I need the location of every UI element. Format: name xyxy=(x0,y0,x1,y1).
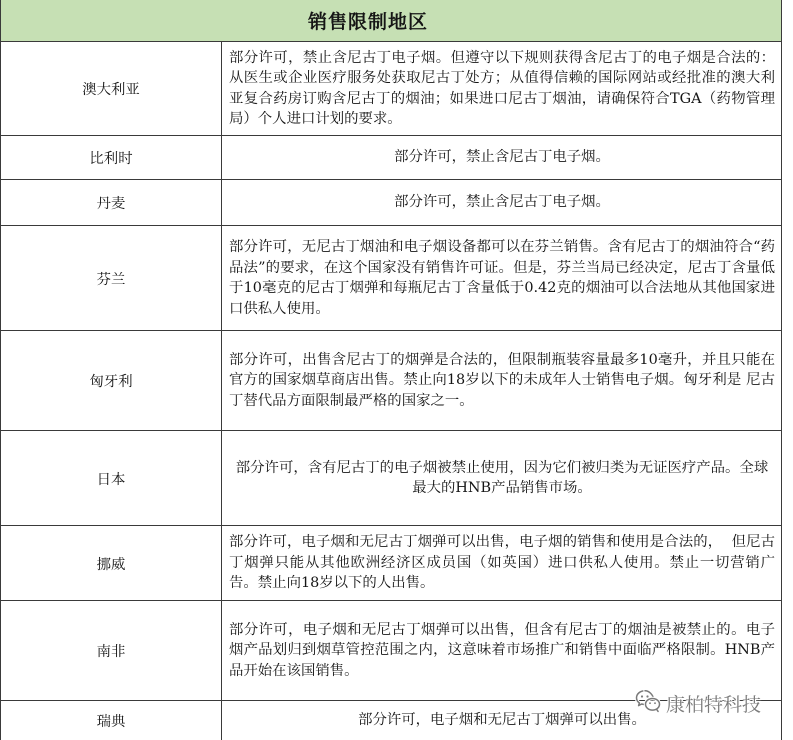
table-row-finland xyxy=(1,226,781,331)
region-cell: 挪威 xyxy=(1,526,222,600)
restriction-text: 部分许可，含有尼古丁的电子烟被禁止使用，因为它们被归类为无证医疗产品。全球最大的HNB产品销售市场。 xyxy=(235,459,769,496)
table-row-hungary xyxy=(1,331,781,431)
region-cell: 芬兰 xyxy=(1,226,222,330)
restriction-text: 部分许可，电子烟和无尼古丁烟弹可以出售，电子烟的销售和使用是合法的， 但尼古丁烟弹只能从其他欧洲经济区成员国（如英国）进口供私人使用。禁止一切营销广告。禁止向18岁以下的人出售。 xyxy=(229,534,775,592)
table-row-norway xyxy=(1,526,781,601)
table-row-sweden xyxy=(1,701,781,740)
restriction-text: 部分许可，电子烟和无尼古丁烟弹可以出售。 xyxy=(358,712,646,729)
restriction-cell xyxy=(222,701,781,740)
region-cell: 澳大利亚 xyxy=(1,42,222,135)
restriction-cell xyxy=(222,431,781,525)
restriction-text: 部分许可，电子烟和无尼古丁烟弹可以出售，但含有尼古丁的烟油是被禁止的。电子烟产品划归到烟草管控范围之内，这意味着市场推广和销售中面临严格限制。HNB产品开始在该国销售。 xyxy=(229,621,775,679)
table-row-japan xyxy=(1,431,781,526)
table-row-denmark xyxy=(1,180,781,226)
restriction-text: 部分许可，禁止含尼古丁电子烟。 xyxy=(394,149,610,166)
restriction-cell xyxy=(222,526,781,600)
restriction-text: 部分许可，禁止含尼古丁电子烟。 xyxy=(394,194,610,211)
restriction-cell xyxy=(222,42,781,135)
region-cell: 瑞典 xyxy=(1,701,222,740)
table-row-belgium xyxy=(1,136,781,180)
restriction-cell xyxy=(222,136,781,179)
restriction-cell xyxy=(222,331,781,430)
table-row-australia xyxy=(1,42,781,136)
restriction-text: 部分许可，无尼古丁烟油和电子烟设备都可以在芬兰销售。含有尼古丁的烟油符合“药品法”的要求，在这个国家没有销售许可证。但是，芬兰当局已经决定，尼古丁含量低于10毫克的尼古丁烟弹和每瓶尼古丁含量低于0.42克的烟油可以合法地从其他国家进口供私人使用。 xyxy=(229,239,775,317)
region-cell: 丹麦 xyxy=(1,180,222,225)
restriction-text: 部分许可，出售含尼古丁的烟弹是合法的，但限制瓶装容量最多10毫升，并且只能在官方的国家烟草商店出售。禁止向18岁以下的未成年人士销售电子烟。匈牙利是 尼古丁替代品方面限制最严格的国家之一。 xyxy=(229,351,775,409)
restriction-cell xyxy=(222,180,781,225)
region-cell: 比利时 xyxy=(1,136,222,179)
restriction-text: 部分许可，禁止含尼古丁电子烟。但遵守以下规则获得含尼古丁的电子烟是合法的：从医生或企业医疗服务处获取尼古丁处方；从值得信赖的国际网站或经批准的澳大利亚复合药房订购含尼古丁的烟油；如果进口尼古丁烟油，请确保符合TGA（药物管理局）个人进口计划的要求。 xyxy=(229,49,775,127)
table-title: 销售限制地区 xyxy=(307,11,428,33)
restriction-cell xyxy=(222,601,781,700)
region-cell: 南非 xyxy=(1,601,222,700)
watermark-text: 康柏特科技 xyxy=(666,693,762,716)
restriction-cell xyxy=(222,226,781,330)
table-header xyxy=(1,0,781,42)
region-cell: 匈牙利 xyxy=(1,331,222,430)
table-row-south-africa xyxy=(1,601,781,701)
region-cell: 日本 xyxy=(1,431,222,525)
